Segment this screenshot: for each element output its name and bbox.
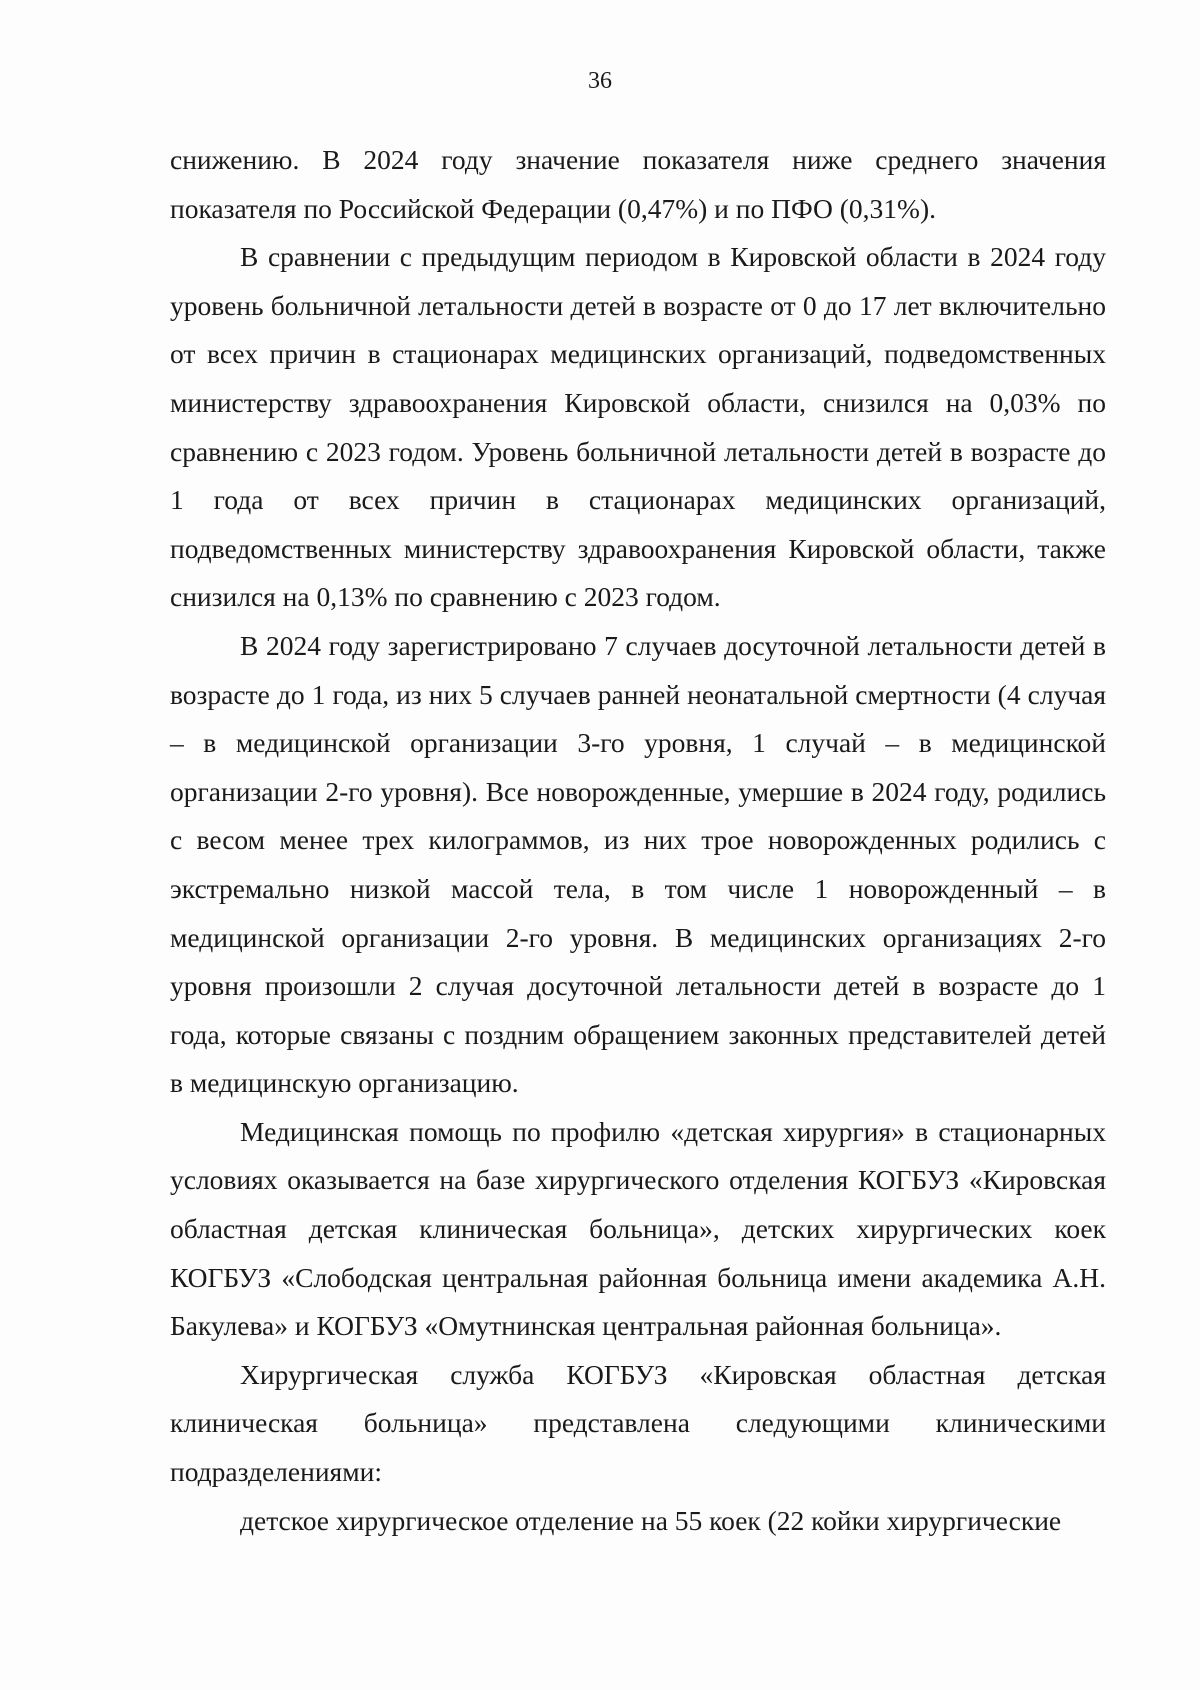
- paragraph-5: Хирургическая служба КОГБУЗ «Кировская областная детская клиническая больница» представлена следующими клиническими подразделениями:: [170, 1358, 1106, 1488]
- paragraph-1: снижению. В 2024 году значение показателя ниже среднего значения показателя по Российской Федерации (0,47%) и по ПФО (0,31%).: [170, 144, 1106, 224]
- paragraph-6: детское хирургическое отделение на 55 коек (22 койки хирургические: [240, 1504, 1062, 1536]
- paragraph-4: Медицинская помощь по профилю «детская хирургия» в стационарных условиях оказывается на базе хирургического отделения КОГБУЗ «Кировская областная детская клиническая больница», детских хирургических коек КОГБУЗ «Слободская центральная районная больница имени академика А.Н. Бакулева» и КОГБУЗ «Омутнинская центральная районная больница».: [170, 1115, 1106, 1342]
- document-body: [170, 136, 1106, 1545]
- paragraph-2: В сравнении с предыдущим периодом в Кировской области в 2024 году уровень больничной летальности детей в возрасте от 0 до 17 лет включительно от всех причин в стационарах медицинских организаций, подведомственных министерству здравоохранения Кировской области, снизился на 0,03% по сравнению с 2023 годом. Уровень больничной летальности детей в возрасте до 1 года от всех причин в стационарах медицинских организаций, подведомственных министерству здравоохранения Кировской области, также снизился на 0,13% по сравнению с 2023 годом.: [170, 241, 1106, 613]
- paragraph-3: В 2024 году зарегистрировано 7 случаев досуточной летальности детей в возрасте до 1 года, из них 5 случаев ранней неонатальной смертности (4 случая – в медицинской организации 3-го уровня, 1 случай – в медицинской организации 2-го уровня). Все новорожденные, умершие в 2024 году, родились с весом менее трех килограммов, из них трое новорожденных родились с экстремально низкой массой тела, в том числе 1 новорожденный – в медицинской организации 2-го уровня. В медицинских организациях 2-го уровня произошли 2 случая досуточной летальности детей в возрасте до 1 года, которые связаны с поздним обращением законных представителей детей в медицинскую организацию.: [170, 629, 1106, 1099]
- page-number: 36: [588, 68, 612, 94]
